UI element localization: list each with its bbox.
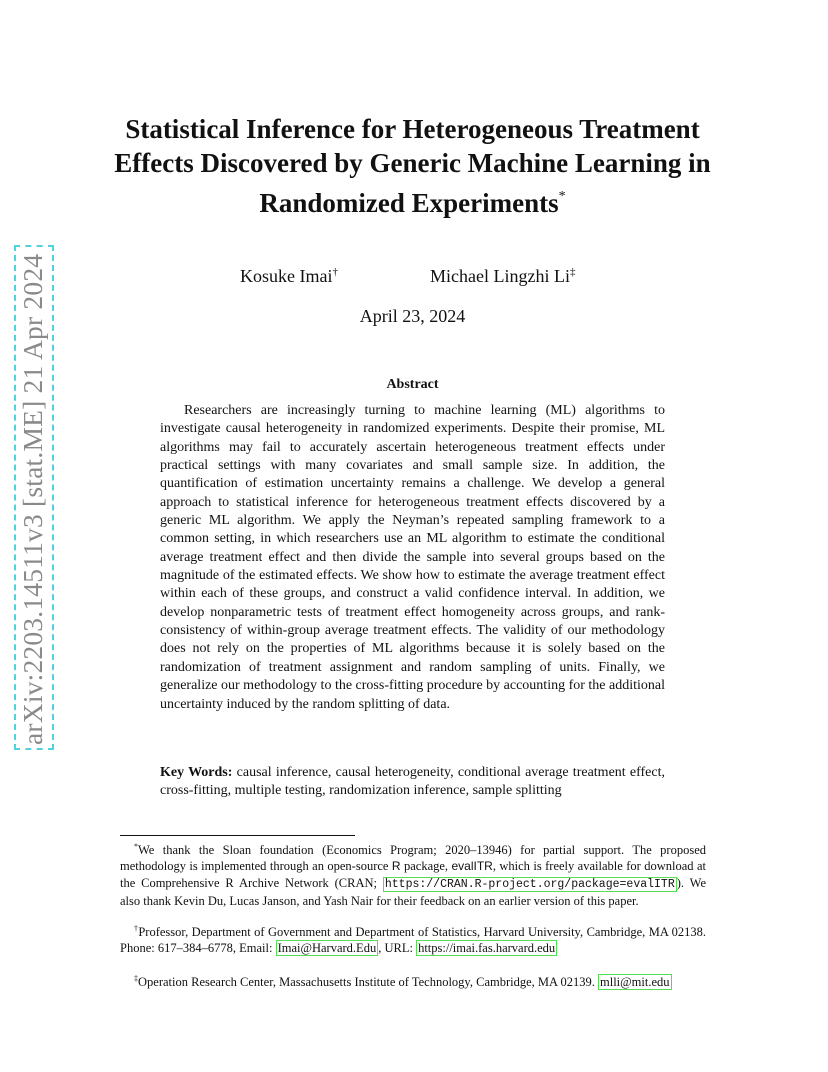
author-1-mark: † <box>332 266 338 278</box>
url-link-imai[interactable]: https://imai.fas.harvard.edu <box>418 941 556 956</box>
footnote-1-text-b: package, <box>400 859 452 874</box>
author-1 <box>240 266 338 287</box>
footnote-1-mark: * <box>134 842 138 851</box>
footnote-1-package: evalITR <box>451 859 493 874</box>
footnote-1-text-a: We thank the Sloan foundation (Economics Program; 2020–13946) for partial support. The proposed methodology is implemented through an open-source <box>120 843 706 874</box>
footnote-1-text-c: , which is freely available for download at the Comprehensive R Archive Network (CRAN; <box>120 859 706 890</box>
title-footnote-mark: * <box>558 189 566 204</box>
footnote-1-text-d: ). We also thank Kevin Du, Lucas Janson, and Yash Nair for their feedback on an earlier version of this paper. <box>120 875 706 909</box>
footnote-2-text-b: , URL: <box>378 941 417 956</box>
footnote-2 <box>120 921 706 957</box>
abstract-heading: Abstract <box>386 377 439 392</box>
author-2 <box>430 266 575 287</box>
paper-date: April 23, 2024 <box>359 306 466 326</box>
author-2-name: Michael Lingzhi Li <box>430 266 570 286</box>
footnote-1-r: R <box>391 859 401 874</box>
author-1-name: Kosuke Imai <box>240 266 333 286</box>
footnote-3-mark: ‡ <box>134 974 138 983</box>
footnote-3-text: Operation Research Center, Massachusetts Institute of Technology, Cambridge, MA 02139. <box>138 975 598 989</box>
footnote-rule <box>120 835 355 836</box>
footnote-2-text-a: Professor, Department of Government and Department of Statistics, Harvard University, Cambridge, MA 02138. Phone: 617–384–6778, Email: <box>120 925 707 956</box>
arxiv-stamp: arXiv:2203.14511v3 [stat.ME] 21 Apr 2024 <box>17 253 48 745</box>
keywords-label: Key Words: <box>160 765 233 780</box>
cran-link[interactable]: https://CRAN.R-project.org/package=evalITR <box>384 877 675 891</box>
paper-title <box>110 112 715 220</box>
abstract-text: Researchers are increasingly turning to machine learning (ML) algorithms to investigate causal heterogeneity in randomized experiments. Despite their promise, ML algorithms may fail to accurately ascertain heterogeneous treatment effects under practical settings with many covariates and small sample size. In addition, the quantification of estimation uncertainty remains a challenge. We develop a general approach to statistical inference for heterogeneous treatment effects discovered by a generic ML algorithm. We apply the Neyman’s repeated sampling framework to a common setting, in which researchers use an ML algorithm to estimate the conditional average treatment effect and then divide the sample into several groups based on the magnitude of the estimated effects. We show how to estimate the average treatment effect within each of these groups, and construct a valid confidence interval. In addition, we develop nonparametric tests of treatment effect homogeneity across groups, and rank-consistency of within-group average treatment effects. The validity of our methodology does not rely on the properties of ML algorithms because it is solely based on the randomization of treatment assignment and random sampling of units. Finally, we generalize our methodology to the cross-fitting procedure by accounting for the additional uncertainty induced by the random splitting of data. <box>160 403 666 712</box>
author-2-mark: ‡ <box>569 266 576 278</box>
keywords-text: causal inference, causal heterogeneity, conditional average treatment effect, cross-fitting, multiple testing, randomization inference, sample splitting <box>160 765 665 799</box>
footnote-3 <box>120 971 706 990</box>
keywords <box>160 764 665 801</box>
footnote-1 <box>120 839 706 910</box>
title-text: Statistical Inference for Heterogeneous Treatment Effects Discovered by Generic Machine Learning in Randomized Experiments <box>114 114 711 218</box>
email-link-imai[interactable]: Imai@Harvard.Edu <box>277 941 377 956</box>
email-link-li[interactable]: mlli@mit.edu <box>600 975 670 989</box>
footnote-2-mark: † <box>134 924 139 933</box>
